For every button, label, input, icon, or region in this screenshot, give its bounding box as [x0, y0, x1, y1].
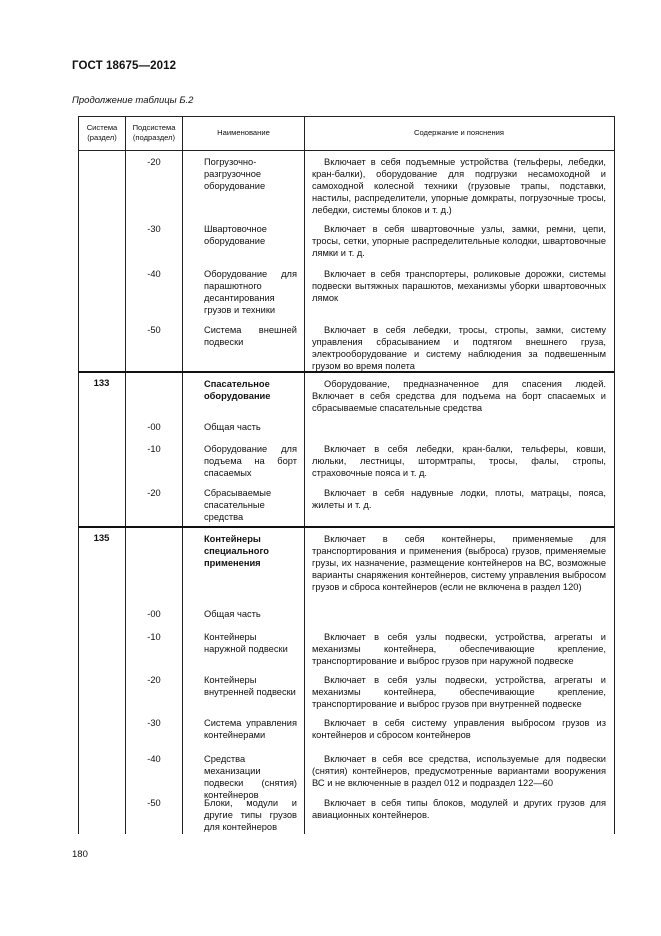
table-row-subsystem: -00: [147, 422, 161, 432]
page-number: 180: [72, 849, 88, 860]
column-divider: [304, 116, 305, 834]
table-row-name: Погрузочно-разгрузочное оборудование: [204, 157, 266, 191]
table-row-content: Включает в себя надувные лодки, плоты, матрацы, пояса, жилеты и т. д.: [312, 488, 606, 510]
table-row-subsystem: -50: [147, 325, 161, 335]
table-border-left: [78, 116, 79, 834]
table-row-content: Включает в себя лебедки, кран-балки, тельферы, ковши, люльки, лестницы, штормтрапы, тросы, фалы, стропы, страховочные пояса и т. д.: [312, 444, 606, 478]
header-system: Система (раздел): [86, 123, 118, 142]
table-row-content: Включает в себя узлы подвески, устройства, агрегаты и механизмы контейнера, обеспечивающие крепление, транспортирование и выброс грузов при наружной подвеске: [312, 632, 606, 666]
table-row-subsystem: -40: [147, 269, 161, 279]
table-row-name: Общая часть: [204, 422, 261, 432]
table-row-name: Спасательное оборудование: [204, 379, 271, 401]
table-row-name: Блоки, модули и другие типы грузов для контейнеров: [204, 798, 297, 832]
table-row-name: Система внешней подвески: [204, 325, 297, 347]
table-row-subsystem: -00: [147, 609, 161, 619]
table-row-name: Общая часть: [204, 609, 261, 619]
table-row-content: Включает в себя подъемные устройства (тельферы, лебедки, кран-балки), оборудование для подгрузки несамоходной и самоходной колесной техники (грузовые трапы, подставки, настилы, распределители, упорные домкраты, погрузочные тросы, лебедки, системы блоков и т. д.): [312, 157, 606, 215]
table-row-content: Включает в себя контейнеры, применяемые для транспортирования и применения (выброса) грузов, применяемые грузы, их назначение, размещение контейнеров на ВС, возможные варианты снаряжения контейнеров, систему управления выбросом грузов и сброса контейнеров (если не включена в раздел 120): [312, 534, 606, 592]
header-content: Содержание и пояснения: [413, 128, 505, 137]
table-row-subsystem: -50: [147, 798, 161, 808]
table-row-content: Включает в себя узлы подвески, устройства, агрегаты и механизмы контейнера, обеспечивающие крепление, транспортирование и выброс грузов при внутренней подвеске: [312, 675, 606, 709]
table-row-content: Включает в себя систему управления выбросом грузов из контейнеров и сбросом контейнеров: [312, 718, 606, 740]
table-row-subsystem: -30: [147, 224, 161, 234]
table-row-name: Система управления контейнерами: [204, 718, 297, 740]
header-divider: [78, 150, 614, 151]
table-row-content: Включает в себя швартовочные узлы, замки, ремни, цепи, тросы, сетки, упорные распределительные колодки, швартовочные лямки и т. д.: [312, 224, 606, 258]
header-subsystem: Подсистема (подраздел): [132, 123, 176, 142]
table-row-content: Включает в себя транспортеры, роликовые дорожки, системы подвески вытяжных парашютов, механизмы уборки швартовочных лямок: [312, 269, 606, 303]
table-row-subsystem: -10: [147, 444, 161, 454]
table-row-subsystem: -40: [147, 754, 161, 764]
table-row-subsystem: -20: [147, 488, 161, 498]
document-standard: ГОСТ 18675—2012: [72, 60, 177, 72]
table-row-name: Сбрасываемые спасательные средства: [204, 488, 272, 522]
table-row-name: Контейнеры специального применения: [204, 534, 269, 568]
table-row-subsystem: -10: [147, 632, 161, 642]
table-row-name: Средства механизации подвески (снятия) контейнеров: [204, 754, 297, 800]
table-row-name: Контейнеры внутренней подвески: [204, 675, 296, 697]
column-divider: [182, 116, 183, 834]
table-row-content: Включает в себя все средства, используемые для подвески (снятия) контейнеров, предусмотренные вариантами вооружения ВС и не включенные в раздел 012 и подраздел 122—60: [312, 754, 606, 788]
table-row-name: Контейнеры наружной подвески: [204, 632, 288, 654]
table-border-right: [614, 116, 615, 834]
table-row-system: 135: [93, 533, 110, 544]
table-row-content: Включает в себя лебедки, тросы, стропы, замки, систему управления сбрасыванием и подтягом внешнего груза, электрооборудование и систему наблюдения за подвешенным грузом во время полета: [312, 325, 606, 371]
table-row-content: Включает в себя типы блоков, модулей и других грузов для авиационных контейнеров.: [312, 798, 606, 820]
table-row-name: Оборудование для парашютного десантирования грузов и техники: [204, 269, 297, 315]
table-row-system: 133: [93, 378, 110, 389]
table-caption: Продолжение таблицы Б.2: [72, 95, 194, 106]
table-row-name: Швартовочное оборудование: [204, 224, 267, 246]
table-row-content: Оборудование, предназначенное для спасения людей. Включает в себя средства для подъема на борт спасаемых и сбрасываемые спасательные средства: [312, 379, 606, 413]
header-name: Наименование: [217, 128, 270, 137]
table-row-name: Оборудование для подъема на борт спасаемых: [204, 444, 297, 478]
section-divider: [78, 526, 614, 528]
table-border-top: [78, 116, 614, 117]
data-table: [78, 116, 614, 834]
table-row-subsystem: -30: [147, 718, 161, 728]
table-row-subsystem: -20: [147, 675, 161, 685]
table-row-subsystem: -20: [147, 157, 161, 167]
